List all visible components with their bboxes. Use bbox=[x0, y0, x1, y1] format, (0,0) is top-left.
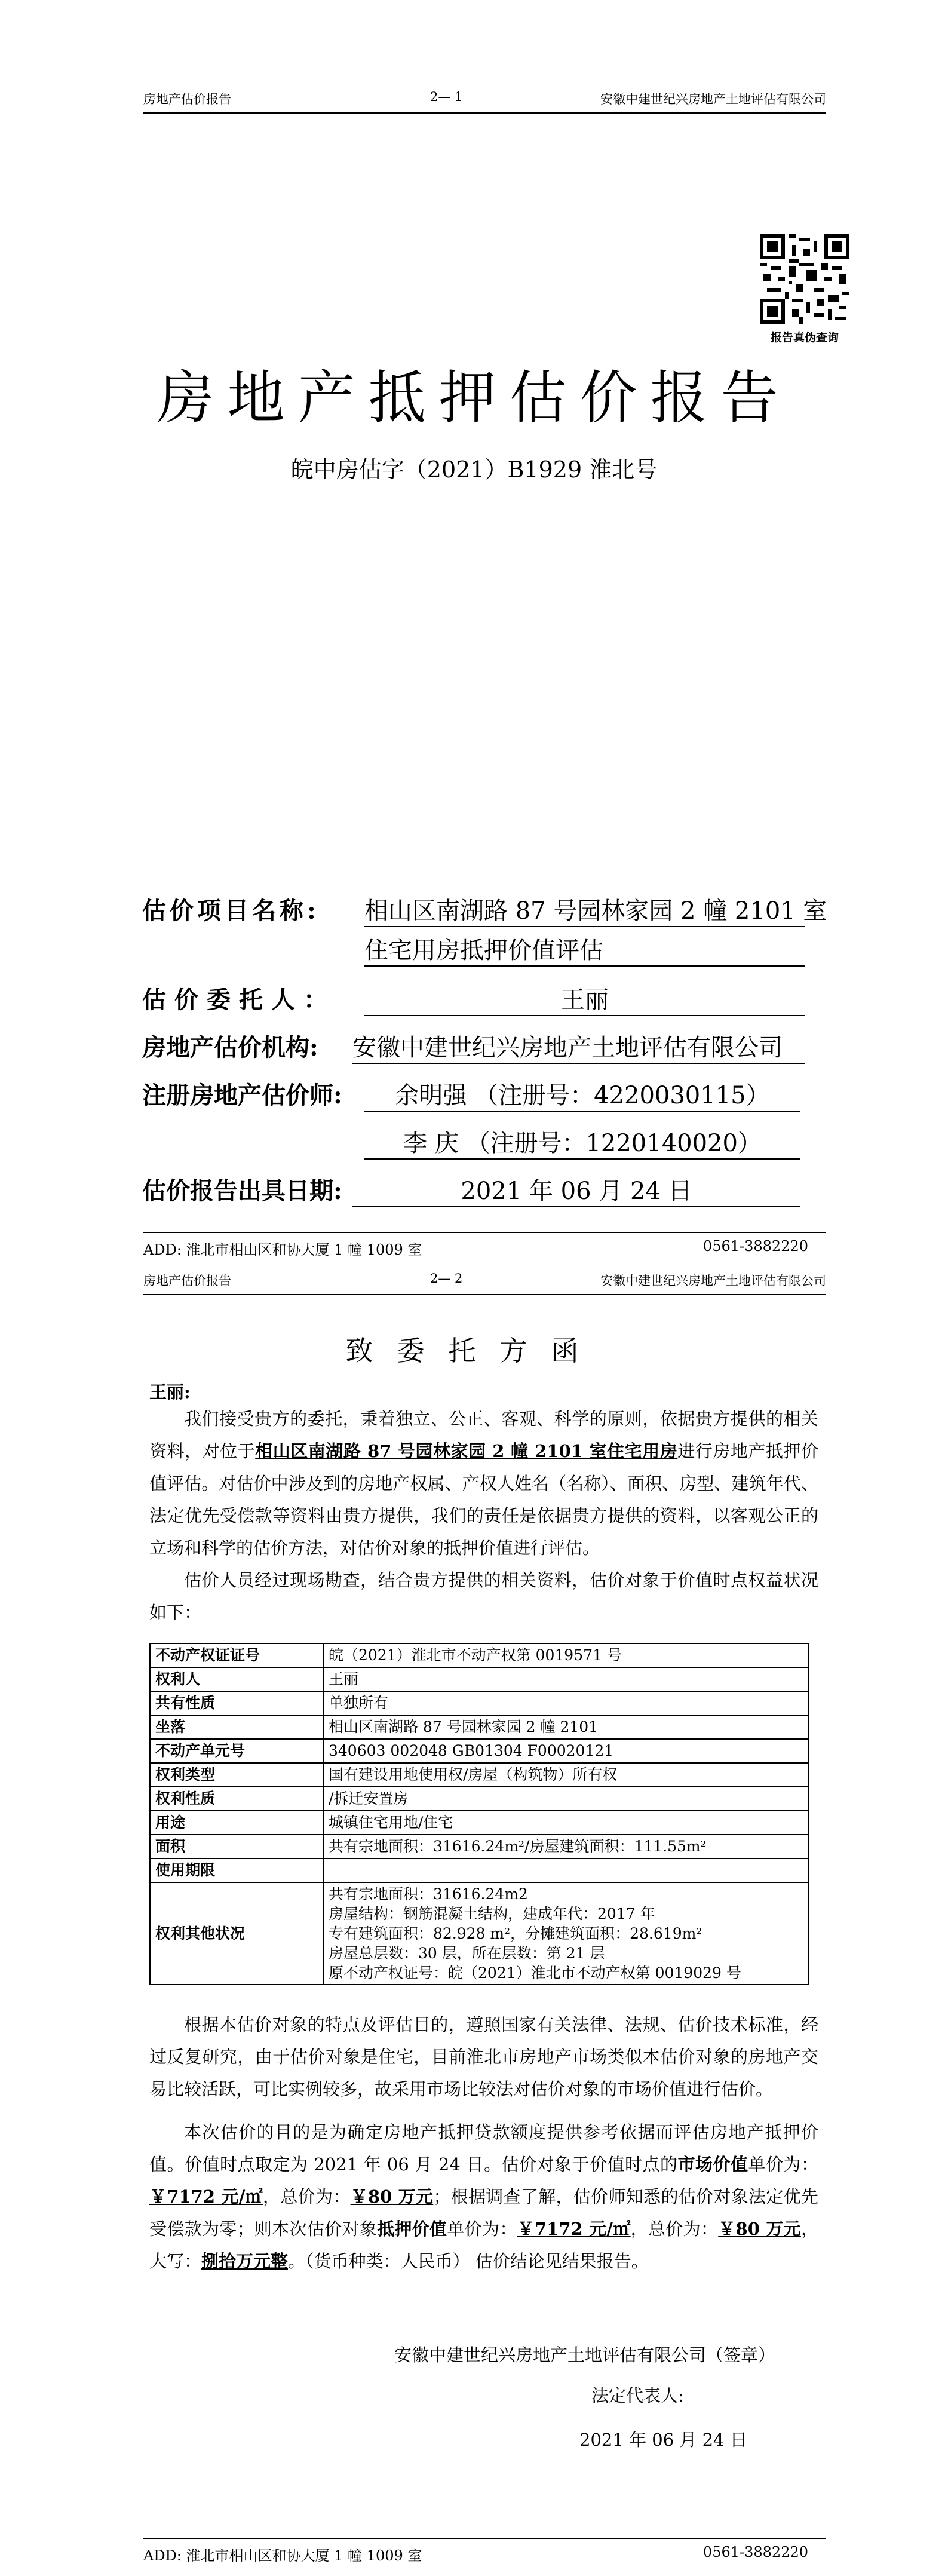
field-client bbox=[142, 981, 336, 1015]
table-row bbox=[150, 1811, 809, 1835]
table-key: 权利其他状况 bbox=[150, 1882, 323, 1985]
page-header-2 bbox=[143, 1271, 826, 1295]
text: 我们接受贵方的委托，秉着独立、公正、客观、科学的原则，依据贵方提供的相关资料，对位于 bbox=[149, 1409, 818, 1461]
market-value-label: 市场价值 bbox=[677, 2154, 748, 2175]
signature-date: 2021 年 06 月 24 日 bbox=[579, 2430, 747, 2450]
text: ；根据调查了解，估价师知悉的估价对象法定优先受偿款为零；则本次估价对象 bbox=[149, 2186, 818, 2239]
page-header bbox=[143, 90, 826, 114]
field-project-name bbox=[142, 892, 320, 926]
table-key: 用途 bbox=[150, 1811, 323, 1835]
table-value: 共有宗地面积：31616.24m²/房屋建筑面积：111.55m² bbox=[323, 1835, 809, 1859]
header-right: 安徽中建世纪兴房地产土地评估有限公司 bbox=[600, 92, 826, 106]
table-row bbox=[150, 1667, 809, 1691]
property-address: 相山区南湖路 87 号园林家园 2 幢 2101 室住宅用房 bbox=[255, 1441, 678, 1461]
field-label: 估价报告出具日期: bbox=[142, 1177, 342, 1205]
text: 。（货币种类：人民币） 估价结论见结果报告。 bbox=[288, 2251, 649, 2271]
table-row bbox=[150, 1859, 809, 1882]
footer-phone: 0561-3882220 bbox=[702, 1238, 808, 1255]
other-line: 专有建筑面积：82.928 m²，分摊建筑面积：28.619m² bbox=[329, 1925, 702, 1942]
field-appraiser-value-2: 李 庆 （注册号：1220140020） bbox=[364, 1124, 800, 1160]
field-report-date bbox=[142, 1172, 342, 1206]
table-value: 国有建设用地使用权/房屋（构筑物）所有权 bbox=[323, 1763, 809, 1787]
other-line: 原不动产权证号：皖（2021）淮北市不动产权第 0019029 号 bbox=[329, 1964, 741, 1982]
table-value: 皖（2021）淮北市不动产权第 0019571 号 bbox=[323, 1643, 809, 1667]
qr-caption: 报告真伪查询 bbox=[770, 331, 839, 344]
field-label: 估价项目名称: bbox=[142, 897, 320, 925]
text: 单价为： bbox=[748, 2154, 818, 2175]
letter-paragraph-3: 根据本估价对象的特点及评估目的，遵照国家有关法律、法规、估价技术标准，经过反复研究，由于估价对象是住宅，目前淮北市房地产市场类似本估价对象的房地产交易比较活跃，可比实例较多，故采用市场比较法对估价对象的市场价值进行估价。 bbox=[149, 2014, 818, 2099]
table-key: 不动产权证证号 bbox=[150, 1643, 323, 1667]
table-row bbox=[150, 1739, 809, 1763]
total-in-words: 捌拾万元整 bbox=[201, 2251, 289, 2271]
rights-table bbox=[149, 1643, 809, 1985]
letter-paragraph-1 bbox=[149, 1403, 818, 1564]
table-row bbox=[150, 1691, 809, 1715]
field-label: 估价委托人： bbox=[142, 986, 336, 1014]
header-right: 安徽中建世纪兴房地产土地评估有限公司 bbox=[600, 1274, 826, 1288]
text: ，大写： bbox=[149, 2219, 818, 2271]
table-row bbox=[150, 1715, 809, 1739]
letter-paragraph-2: 估价人员经过现场勘查，结合贵方提供的相关资料，估价对象于价值时点权益状况如下： bbox=[149, 1570, 818, 1623]
field-appraiser bbox=[142, 1077, 342, 1111]
header-page-number: 2— 1 bbox=[430, 90, 463, 104]
table-value bbox=[323, 1882, 809, 1985]
signature-representative: 法定代表人: bbox=[591, 2385, 684, 2406]
field-appraiser-value-1: 余明强 （注册号：4220030115） bbox=[364, 1077, 800, 1112]
footer-address: ADD: 淮北市相山区和协大厦 1 幢 1009 室 bbox=[143, 1241, 422, 1258]
table-row bbox=[150, 1643, 809, 1667]
qr-code-icon[interactable] bbox=[760, 234, 849, 324]
mortgage-unit-price: ￥7172 元/㎡ bbox=[517, 2219, 631, 2239]
field-agency-value: 安徽中建世纪兴房地产土地评估有限公司 bbox=[352, 1029, 805, 1064]
table-value: 单独所有 bbox=[323, 1691, 809, 1715]
table-key: 使用期限 bbox=[150, 1859, 323, 1882]
header-left: 房地产估价报告 bbox=[143, 1274, 231, 1288]
report-title: 房地产抵押估价报告 bbox=[157, 364, 791, 431]
other-line: 共有宗地面积：31616.24m2 bbox=[329, 1885, 528, 1903]
table-value: 城镇住宅用地/住宅 bbox=[323, 1811, 809, 1835]
table-row bbox=[150, 1763, 809, 1787]
other-line: 房屋结构：钢筋混凝土结构，建成年代：2017 年 bbox=[329, 1905, 655, 1922]
field-client-value: 王丽 bbox=[364, 981, 805, 1016]
table-key: 权利性质 bbox=[150, 1787, 323, 1811]
cover-page bbox=[0, 0, 948, 1266]
field-report-date-value: 2021 年 06 月 24 日 bbox=[352, 1172, 800, 1207]
field-agency bbox=[142, 1029, 318, 1063]
total-price: ￥80 万元 bbox=[350, 2186, 434, 2207]
field-label: 房地产估价机构: bbox=[142, 1034, 318, 1062]
table-key: 不动产单元号 bbox=[150, 1739, 323, 1763]
text: 进行房地产抵押价值评估。对估价中涉及到的房地产权属、产权人姓名（名称）、面积、房型、建筑年代、法定优先受偿款等资料由贵方提供，我们的责任是依据贵方提供的资料，以客观公正的立场和科学的估价方法，对估价对象的抵押价值进行评估。 bbox=[149, 1441, 818, 1558]
table-key: 权利类型 bbox=[150, 1763, 323, 1787]
table-key: 共有性质 bbox=[150, 1691, 323, 1715]
field-project-value-line1: 相山区南湖路 87 号园林家园 2 幢 2101 室 bbox=[364, 892, 805, 927]
letter-paragraph-4 bbox=[149, 2116, 818, 2277]
table-key: 权利人 bbox=[150, 1667, 323, 1691]
mortgage-value-label: 抵押价值 bbox=[377, 2219, 447, 2239]
table-value: 相山区南湖路 87 号园林家园 2 幢 2101 bbox=[323, 1715, 809, 1739]
footer-address: ADD: 淮北市相山区和协大厦 1 幢 1009 室 bbox=[143, 2547, 422, 2564]
table-value bbox=[323, 1859, 809, 1882]
signature-company: 安徽中建世纪兴房地产土地评估有限公司（签章） bbox=[394, 2345, 776, 2365]
letter-salutation: 王丽: bbox=[149, 1382, 191, 1402]
table-value: /拆迁安置房 bbox=[323, 1787, 809, 1811]
field-project-value-line2: 住宅用房抵押价值评估 bbox=[364, 931, 805, 967]
unit-price: ￥7172 元/㎡ bbox=[149, 2186, 263, 2207]
table-value: 340603 002048 GB01304 F00020121 bbox=[323, 1739, 809, 1763]
table-row bbox=[150, 1787, 809, 1811]
letter-title: 致委托方函 bbox=[345, 1335, 603, 1367]
page-footer bbox=[143, 1232, 826, 1258]
table-key: 面积 bbox=[150, 1835, 323, 1859]
other-line: 房屋总层数：30 层，所在层数：第 21 层 bbox=[329, 1945, 605, 1962]
table-row bbox=[150, 1882, 809, 1985]
report-number: 皖中房估字（2021）B1929 淮北号 bbox=[290, 456, 658, 483]
text: ，总价为： bbox=[263, 2186, 351, 2207]
footer-phone: 0561-3882220 bbox=[702, 2544, 808, 2560]
table-row bbox=[150, 1835, 809, 1859]
table-key: 坐落 bbox=[150, 1715, 323, 1739]
text: 本次估价的目的是为确定房地产抵押贷款额度提供参考依据而评估房地产抵押价值。价值时点取定为 2021 年 06 月 24 日。估价对象于价值时点的 bbox=[149, 2122, 818, 2175]
table-value: 王丽 bbox=[323, 1667, 809, 1691]
page-footer-2 bbox=[143, 2538, 826, 2564]
text: ，总价为： bbox=[630, 2219, 719, 2239]
header-page-number: 2— 2 bbox=[430, 1271, 463, 1286]
header-left: 房地产估价报告 bbox=[143, 92, 231, 106]
mortgage-total-price: ￥80 万元 bbox=[718, 2219, 801, 2239]
field-label: 注册房地产估价师: bbox=[142, 1081, 342, 1109]
text: 单价为： bbox=[447, 2219, 517, 2239]
